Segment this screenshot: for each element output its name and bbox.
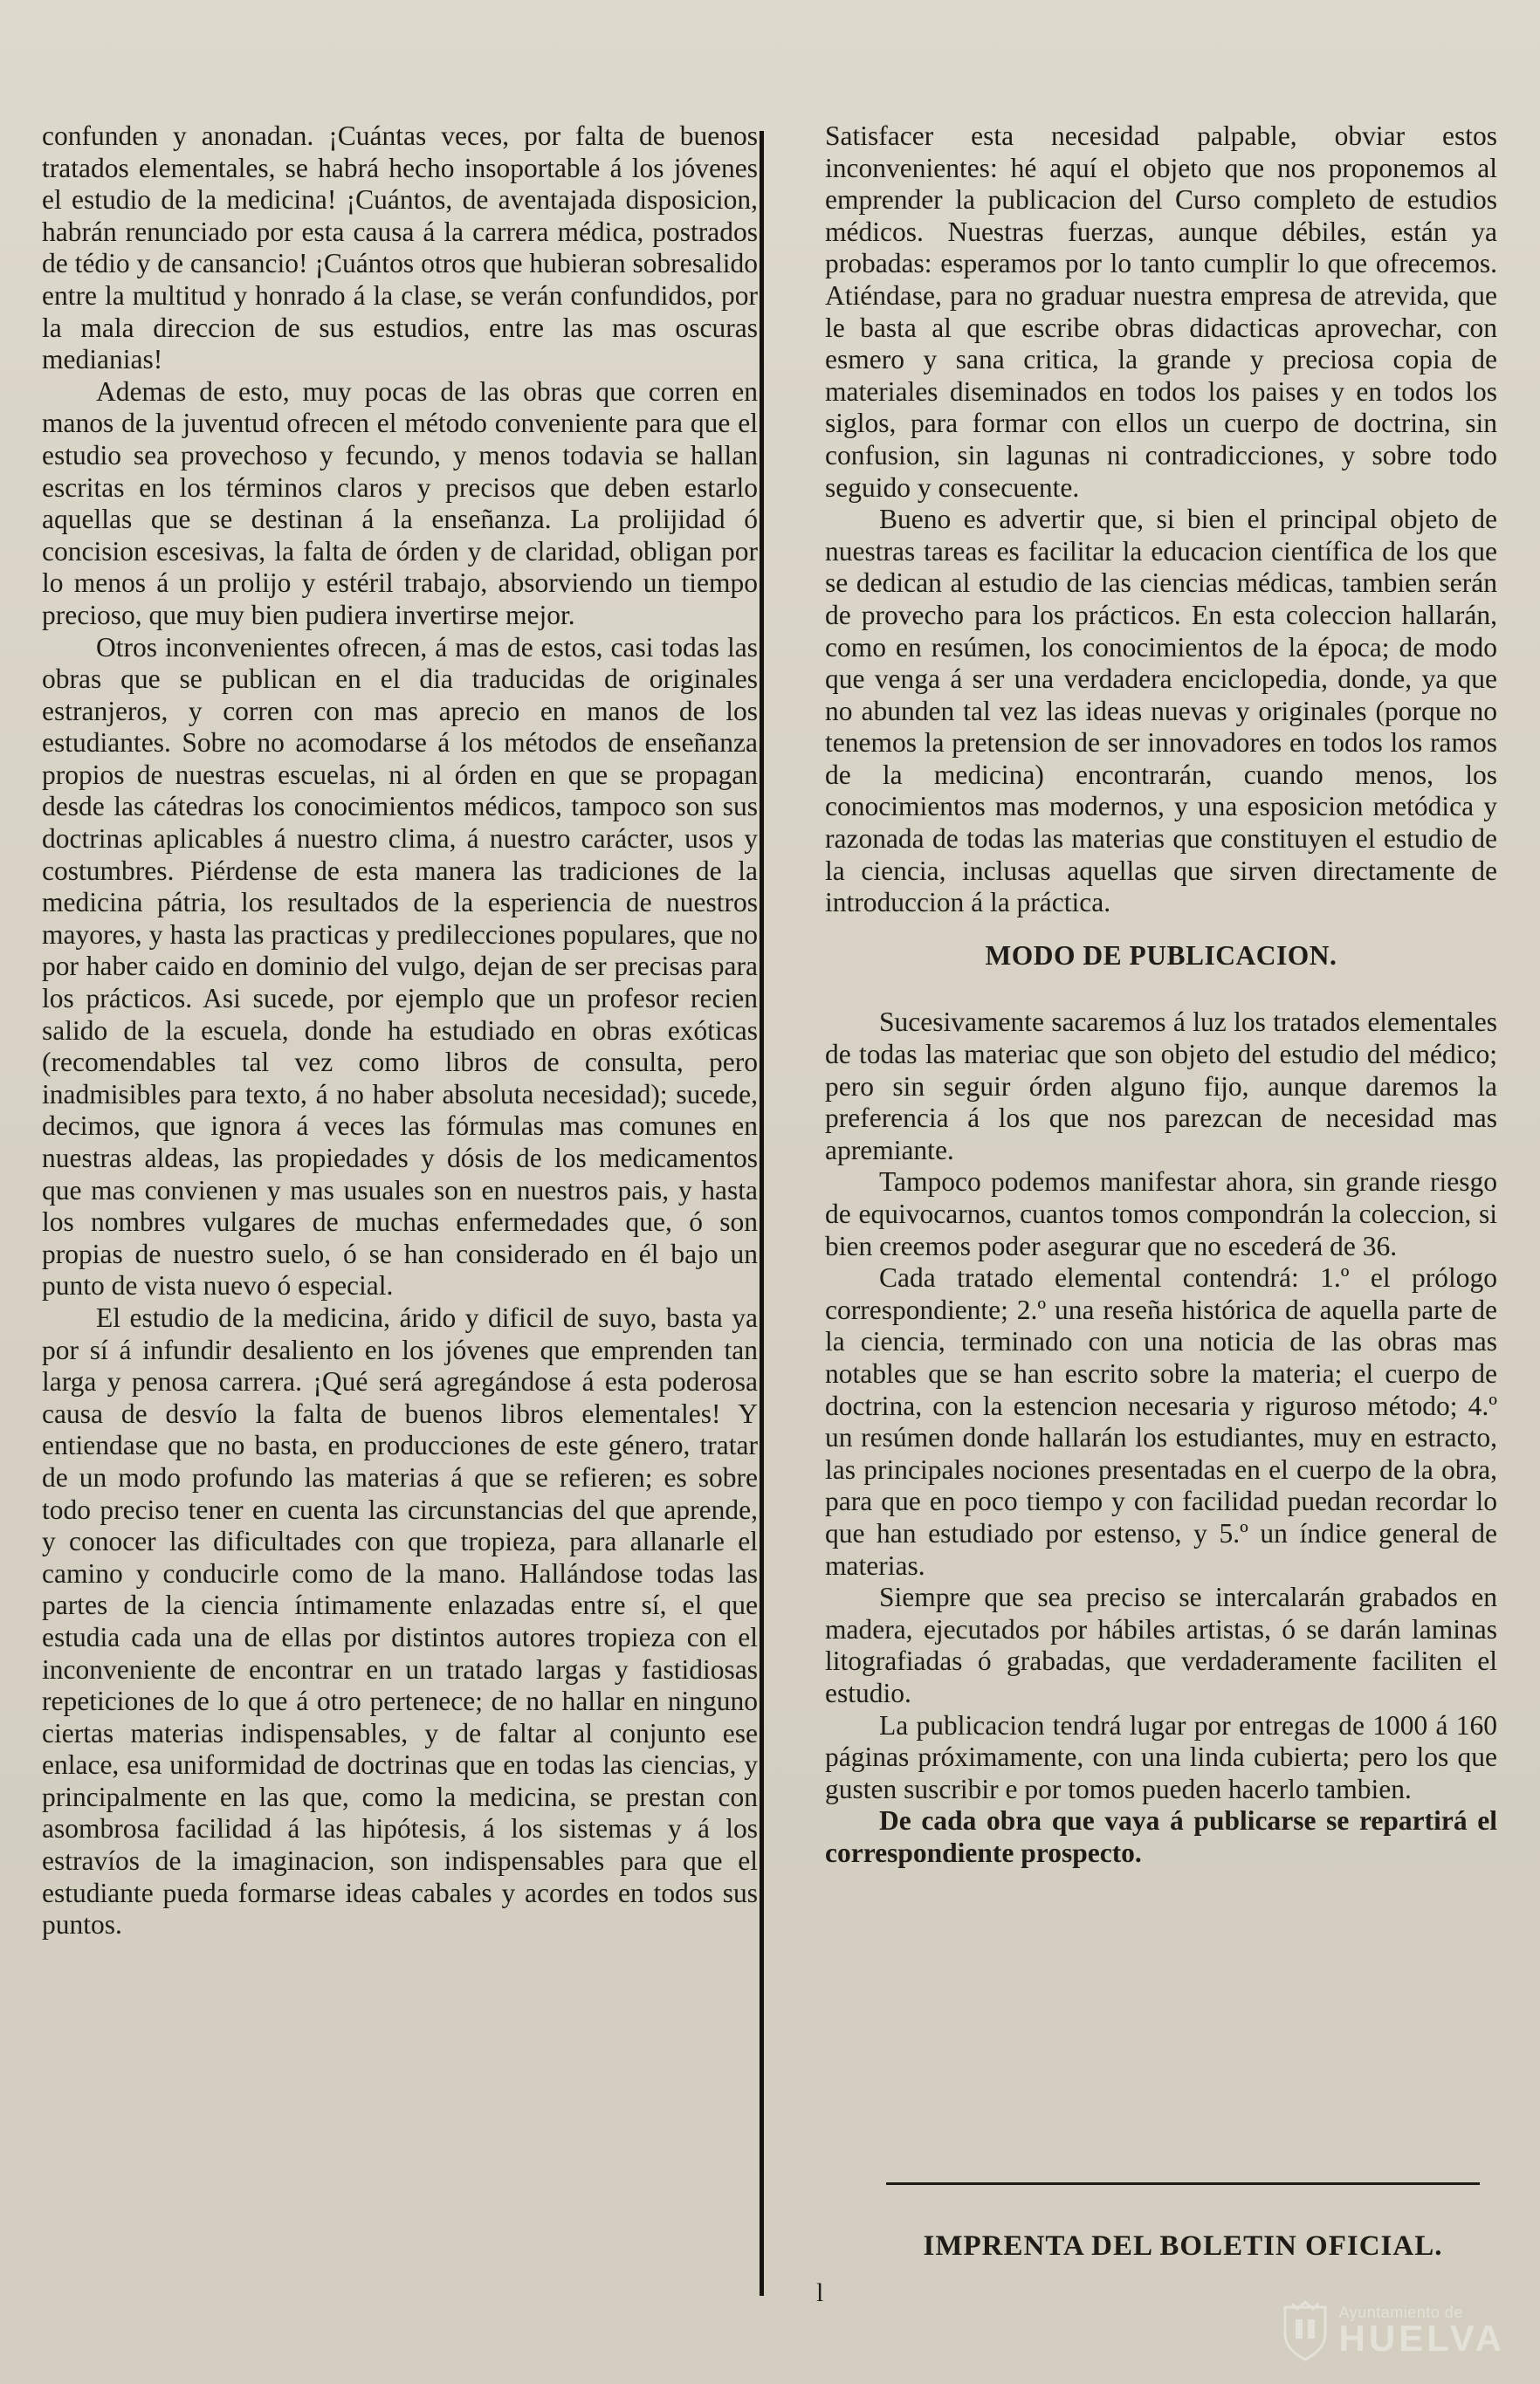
column-divider-rule	[760, 131, 764, 2296]
right-paragraph-2: Bueno es advertir que, si bien el principal objeto de nuestras tareas es facilitar la educacion científica de los que se dedican al estudio de las ciencias médicas, tambien serán de provecho para los prácticos. En esta coleccion hallarán, como en resúmen, los conocimientos de la época; de modo que venga á ser una verdadera enciclopedia, donde, ya que no abunden tal vez las ideas nuevas y originales (porque no tenemos la pretension de ser innovadores en todos los ramos de la medicina) encontrarán, cuando menos, los conocimientos mas modernos, y una esposicion metódica y razonada de todas las materias que constituyen el estudio de la ciencia, inclusas aquellas que sirven directamente de introduccion á la práctica.	[825, 504, 1497, 918]
section-paragraph-6: De cada obra que vaya á publicarse se repartirá el correspondiente prospecto.	[825, 1805, 1497, 1868]
left-column	[42, 120, 758, 1941]
left-paragraph-4: El estudio de la medicina, árido y dificil de suyo, basta ya por sí á infundir desaliento en los jóvenes que emprenden tan larga y penosa carrera. ¡Qué será agregándose á esta poderosa causa de desvío la falta de buenos libros elementales! Y entiendase que no basta, en producciones de este género, tratar de un modo profundo las materias á que se refieren; es sobre todo preciso tener en cuenta las circunstancias del que aprende, y conocer las dificultades con que tropieza, para allanarle el camino y conducirle como de la mano. Hallándose todas las partes de la ciencia íntimamente enlazadas entre sí, el que estudia cada una de ellas por distintos autores tropieza con el inconveniente de encontrar en un tratado largas y fastidiosas repeticiones de lo que á otro pertenece; de no hallar en ninguno ciertas materias indispensables, y de faltar al conjunto ese enlace, esa uniformidad de doctrinas que en todas las ciencias, y principalmente en las que, como la medicina, se prestan con asombrosa facilidad á las hipótesis, á los sistemas y á los estravíos de la imaginacion, son indispensables para que el estudiante pueda formarse ideas cabales y acordes en todos sus puntos.	[42, 1302, 758, 1941]
corner-mark: l	[816, 2278, 824, 2307]
section-paragraph-3: Cada tratado elemental contendrá: 1.º el prólogo correspondiente; 2.º una reseña histórica de aquella parte de la ciencia, terminado con una noticia de las obras mas notables que se han escrito sobre la materia; el cuerpo de doctrina, con la estencion necesaria y riguroso método; 4.º un resúmen donde hallarán los estudiantes, muy en estracto, las principales nociones presentadas en el cuerpo de la obra, para que en poco tiempo y con facilidad puedan recordar lo que han estudiado por estenso, y 5.º un índice general de materias.	[825, 1262, 1497, 1581]
watermark-line-2: HUELVA	[1338, 2318, 1505, 2359]
section-paragraph-5: La publicacion tendrá lugar por entregas de 1000 á 160 páginas próximamente, con una linda cubierta; pero los que gusten suscribir e por tomos pueden hacerlo tambien.	[825, 1709, 1497, 1804]
watermark-line-1: Ayuntamiento de	[1338, 2304, 1463, 2321]
section-paragraph-4: Siempre que sea preciso se intercalarán grabados en madera, ejecutados por hábiles artistas, ó se darán laminas litografiadas ó grabadas, que verdaderamente faciliten el estudio.	[825, 1582, 1497, 1708]
watermark	[1280, 2300, 1505, 2361]
closing-rule	[886, 2182, 1480, 2185]
imprint-line: IMPRENTA DEL BOLETIN OFICIAL.	[923, 2230, 1443, 2262]
coat-of-arms-icon	[1280, 2300, 1330, 2361]
section-paragraph-1: Sucesivamente sacaremos á luz los tratados elementales de todas las materiac que son objeto del estudio del médico; pero sin seguir órden alguno fijo, aunque daremos la preferencia á los que nos parezcan de necesidad mas apremiante.	[825, 1007, 1497, 1165]
left-paragraph-2: Ademas de esto, muy pocas de las obras que corren en manos de la juventud ofrecen el método conveniente para que el estudio sea provechoso y fecundo, y menos todavia se hallan escritas en los términos claros y precisos que deben estarlo aquellas que se destinan á la enseñanza. La prolijidad ó concision escesivas, la falta de órden y de claridad, obligan por lo menos á un prolijo y estéril trabajo, absorviendo un tiempo precioso, que muy bien pudiera invertirse mejor.	[42, 375, 758, 630]
left-paragraph-1: confunden y anonadan. ¡Cuántas veces, por falta de buenos tratados elementales, se habrá hecho insoportable á los jóvenes el estudio de la medicina! ¡Cuántos, de aventajada disposicion, habrán renunciado por esta causa á la carrera médica, postrados de tédio y de cansancio! ¡Cuántos otros que hubieran sobresalido entre la multitud y honrado á la clase, se verán confundidos, por la mala direccion de sus estudios, entre las mas oscuras medianias!	[42, 120, 758, 375]
section-paragraph-2: Tampoco podemos manifestar ahora, sin grande riesgo de equivocarnos, cuantos tomos compondrán la coleccion, si bien creemos poder asegurar que no escederá de 36.	[825, 1166, 1497, 1261]
left-paragraph-3: Otros inconvenientes ofrecen, á mas de estos, casi todas las obras que se publican en el dia traducidas de originales estranjeros, y corren con mas aprecio en manos de los estudiantes. Sobre no acomodarse á los métodos de enseñanza propios de nuestras escuelas, ni al órden en que se propagan desde las cátedras los conocimientos médicos, tampoco son sus doctrinas aplicables á nuestro clima, á nuestro carácter, usos y costumbres. Piérdense de esta manera las tradiciones de la medicina pátria, los resultados de la esperiencia de nuestros mayores, y hasta las practicas y predilecciones populares, que no por haber caido en dominio del vulgo, dejan de ser precisas para los prácticos. Asi sucede, por ejemplo que un profesor recien salido de la escuela, donde ha estudiado en obras exóticas (recomendables tal vez como libros de consulta, pero inadmisibles para texto, á no haber absoluta necesidad); sucede, decimos, que ignora á veces las fórmulas mas comunes en nuestras aldeas, las propiedades y dósis de los medicamentos que mas convienen y mas usuales son en nuestros pais, y hasta los nombres vulgares de muchas enfermedades que, ó son propias de nuestro suelo, ó se han considerado en él bajo un punto de vista nuevo ó especial.	[42, 631, 758, 1302]
watermark-text	[1339, 2305, 1505, 2357]
right-paragraph-1: Satisfacer esta necesidad palpable, obviar estos inconvenientes: hé aquí el objeto que nos proponemos al emprender la publicacion del Curso completo de estudios médicos. Nuestras fuerzas, aunque débiles, están ya probadas: esperamos por lo tanto cumplir lo que ofrecemos. Atiéndase, para no graduar nuestra empresa de atrevida, que le basta al que escribe obras didacticas aprovechar, con esmero y sana critica, la grande y preciosa copia de materiales diseminados en todos los paises y en todos los siglos, para formar con ellos un cuerpo de doctrina, sin confusion, sin lagunas ni contradicciones, y sobre todo seguido y consecuente.	[825, 120, 1497, 503]
section-title: MODO DE PUBLICACION.	[985, 939, 1337, 971]
right-column	[825, 120, 1497, 1869]
